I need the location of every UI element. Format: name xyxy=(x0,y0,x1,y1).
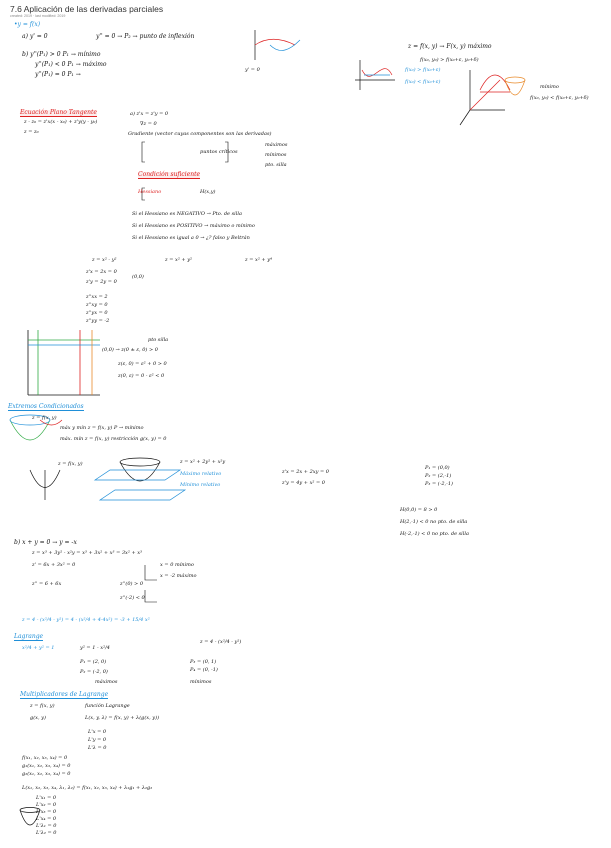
note-line: máx. mín z = f(x, y) restricción g(x, y) = 0 xyxy=(60,436,167,442)
note-line: g(x, y) xyxy=(30,715,46,721)
note-line: Gradiente (vector cuyas componentes son las derivadas) xyxy=(128,131,272,137)
page-title: 7.6 Aplicación de las derivadas parciales xyxy=(10,4,164,14)
note-line: (0,0) xyxy=(132,274,144,280)
note-line: pto silla xyxy=(148,337,169,343)
note-line: puntos críticos xyxy=(200,149,238,155)
note-line: z - z₀ = z'x(x - x₀) + z'y(y - y₀) xyxy=(24,119,98,125)
note-line: f(x₀) < f(x₀+ε) xyxy=(405,79,441,85)
note-line: a) z'x = z'y = 0 xyxy=(130,111,169,117)
section-heading: Lagrange xyxy=(14,633,44,640)
note-line: L(x₁, x₂, x₃, x₄, λ₁, λ₂) = f(x₁, x₂, x₃, x₄) + λ₁g₁ + λ₂g₂ xyxy=(22,785,153,791)
note-line: L'x₁ = 0 xyxy=(36,795,57,801)
tree-arrows xyxy=(145,565,157,602)
note-line: x = -2 máximo xyxy=(160,573,197,579)
note-line: z = x² + y⁴ xyxy=(245,257,273,263)
note-line: Hessiano xyxy=(138,189,162,195)
note-line: y''(P₁) = 0 P₁ → xyxy=(35,71,81,78)
note-line: g₂(x₁, x₂, x₃, x₄) = 0 xyxy=(22,771,71,777)
note-line: función Lagrange xyxy=(85,703,130,709)
note-line: z = x³ + 3y² - x²y = x³ + 3x² + x³ = 3x² + x³ xyxy=(32,550,143,556)
note-line: máximos xyxy=(265,142,288,148)
critical-point-plot xyxy=(355,60,395,90)
note-line: z''yx = 0 xyxy=(86,310,108,316)
note-line: ∇z = 0 xyxy=(140,121,157,127)
note-line: •y = f(x) xyxy=(14,21,41,28)
note-line: L'x₄ = 0 xyxy=(36,816,57,822)
note-line: z'' = 6 + 6x xyxy=(32,581,62,587)
note-line: máx y mín z = f(x, y) P → mínimo xyxy=(60,425,144,431)
note-line: z''(0) > 0 xyxy=(120,581,144,587)
section-heading: Multiplicadores de Lagrange xyxy=(20,691,109,698)
note-line: f(x₀, y₀) > f(x₀+ε, y₀+δ) xyxy=(420,57,479,63)
surface-3d-sketch xyxy=(460,70,525,125)
note-line: P₁ = (0,0) xyxy=(425,465,450,471)
page-metadata: created: 2019 · last modified: 2019 xyxy=(10,14,66,18)
section-heading: Condición suficiente xyxy=(138,171,201,178)
note-line: z(0, ε) = 0 - ε² < 0 xyxy=(118,373,165,379)
note-line: z'x = 2x = 0 xyxy=(86,269,117,275)
note-line: z(ε, 0) = ε² + 0 > 0 xyxy=(118,361,167,367)
note-line: f(x₀) > f(x₀+ε) xyxy=(405,67,441,73)
note-line: y''(P₁) < 0 P₁ → máximo xyxy=(35,61,107,68)
saddle-grid-plot xyxy=(28,330,100,395)
note-line: máximos xyxy=(95,679,118,685)
note-line: z = x² - y² xyxy=(92,257,117,263)
note-line: L'λ₂ = 0 xyxy=(36,830,57,836)
note-line: Máximo relativo xyxy=(180,471,222,477)
note-line: z'y = 4y + x² = 0 xyxy=(282,480,325,486)
note-line: a) y' = 0 xyxy=(22,33,48,40)
note-line: Mínimo relativo xyxy=(180,482,221,488)
note-line: x²/4 + y² = 1 xyxy=(22,645,55,651)
note-line: (0,0) → z(0 ± ε, 0) > 0 xyxy=(102,347,158,353)
note-line: L'λ₁ = 0 xyxy=(36,823,57,829)
note-line: y² = 1 - x²/4 xyxy=(80,645,110,651)
note-line: P₄ = (0, -1) xyxy=(190,667,218,673)
note-line: z = x² + 2y² + x²y xyxy=(180,459,226,465)
note-line: z = f(x, y) → F(x, y) máximo xyxy=(408,43,492,50)
note-line: L'λ = 0 xyxy=(88,745,107,751)
note-line: pto. silla xyxy=(265,162,287,168)
note-line: z = f(x, y) xyxy=(32,415,57,421)
note-line: z''xy = 0 xyxy=(86,302,108,308)
note-line: Si el Hessiano es NEGATIVO → Pto. de silla xyxy=(132,211,242,217)
note-line: L'x = 0 xyxy=(88,729,107,735)
note-line: H(2,-1) < 0 no pto. de silla xyxy=(400,519,468,525)
note-line: P₃ = (0, 1) xyxy=(190,659,217,665)
note-line: z = 4 - (x²/4 - y²) xyxy=(200,639,242,645)
note-line: z''yy = -2 xyxy=(86,318,110,324)
note-line: P₃ = (-2,-1) xyxy=(425,481,453,487)
note-line: y' = 0 xyxy=(245,67,260,73)
note-line: z'x = 2x + 2xy = 0 xyxy=(282,469,329,475)
note-line: y'' = 0 → P₂ → punto de inflexión xyxy=(96,33,195,40)
note-line: P₂ = (2,-1) xyxy=(425,473,452,479)
note-line: P₁ = (2, 0) xyxy=(80,659,107,665)
note-line: L'x₂ = 0 xyxy=(36,802,57,808)
note-line: P₂ = (-2, 0) xyxy=(80,669,108,675)
note-line: mínimos xyxy=(265,152,287,158)
note-line: mínimo xyxy=(540,84,559,90)
note-line: L(x, y, λ) = f(x, y) + λ(g(x, y)) xyxy=(85,715,160,721)
note-line: z = f(x, y) xyxy=(30,703,55,709)
note-line: b) y''(P₁) > 0 P₁ → mínimo xyxy=(22,51,101,58)
note-line: x = 0 mínimo xyxy=(160,562,194,568)
inflection-plot xyxy=(255,30,300,60)
note-line: f(x₁, x₂, x₃, x₄) = 0 xyxy=(22,755,68,761)
note-line: Si el Hessiano es POSITIVO → máximo o mínimo xyxy=(132,223,255,229)
note-line: g₁(x₁, x₂, x₃, x₄) = 0 xyxy=(22,763,71,769)
section-heading: Ecuación Plano Tangente xyxy=(20,109,97,116)
note-line: b) x + y = 0 → y = -x xyxy=(14,539,77,546)
note-line: H(x,y) xyxy=(200,189,216,195)
note-line: H(0,0) = 8 > 0 xyxy=(400,507,438,513)
section-heading: Extremos Condicionados xyxy=(8,403,84,410)
note-line: L'y = 0 xyxy=(88,737,107,743)
note-line: z = f(x, y) xyxy=(58,461,83,467)
note-line: z''xx = 2 xyxy=(86,294,108,300)
note-line: H(-2,-1) < 0 no pto. de silla xyxy=(400,531,469,537)
note-line: f(x₀, y₀) < f(x₀+ε, y₀+δ) xyxy=(530,95,589,101)
note-line: L'x₃ = 0 xyxy=(36,809,57,815)
note-line: z''(-2) < 0 xyxy=(120,595,145,601)
note-line: z'y = 2y = 0 xyxy=(86,279,117,285)
note-line: z = 4 - (x²/4 - y²) = 4 - (x²/4 + 4·4x²) = -3 + 15/4 x² xyxy=(22,617,150,623)
note-line: z = z₀ xyxy=(24,129,39,135)
note-line: mínimos xyxy=(190,679,212,685)
note-line: z' = 6x + 3x² = 0 xyxy=(32,562,76,568)
note-line: Si el Hessiano es igual a 0 → ¿? falso y Beltrán xyxy=(132,235,250,241)
note-line: z = x² + y² xyxy=(165,257,193,263)
